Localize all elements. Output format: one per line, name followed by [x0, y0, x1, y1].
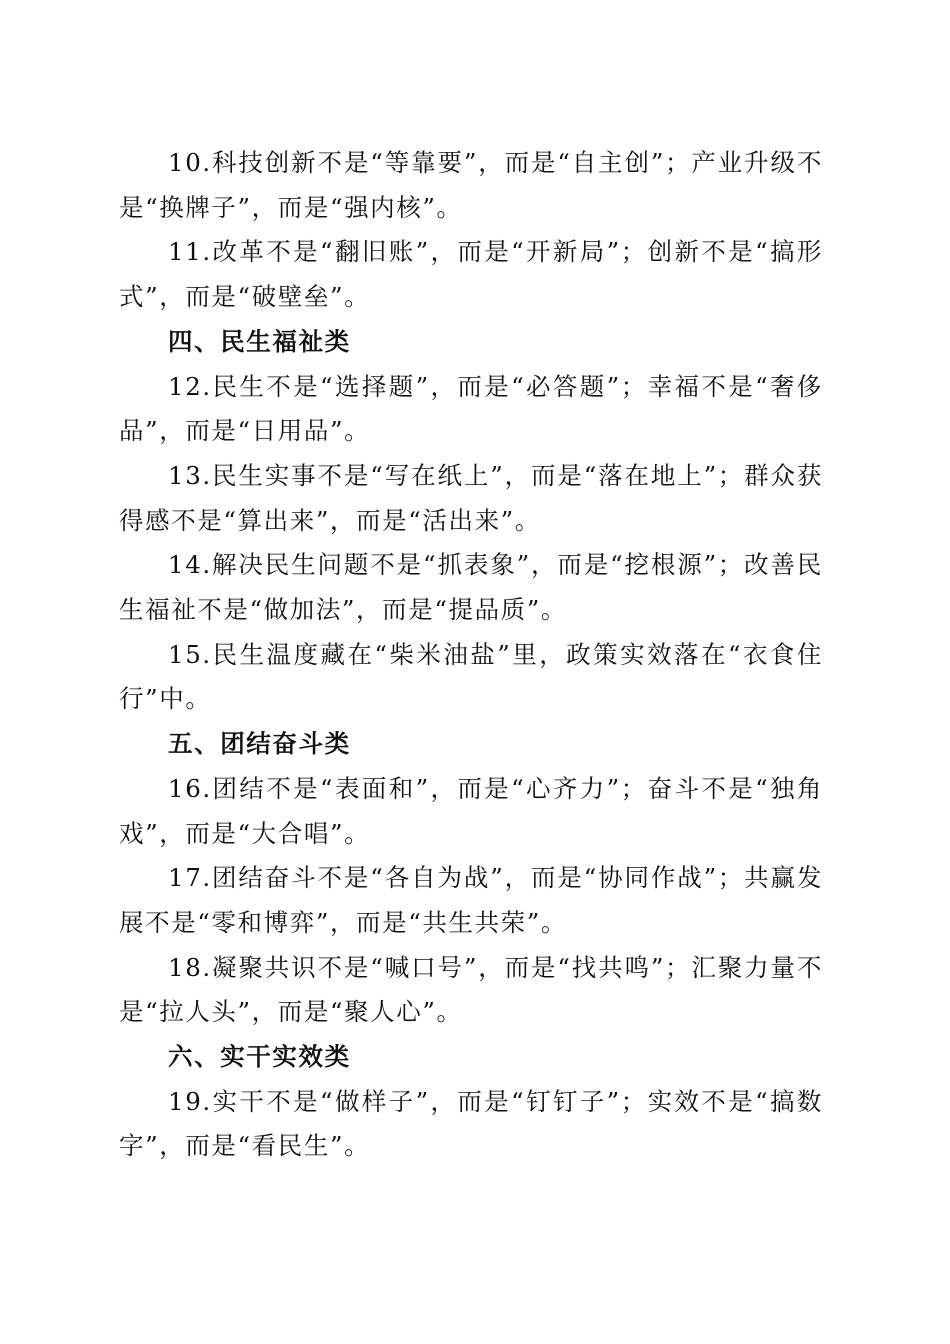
- paragraph-item-14: 14.解决民生问题不是“抓表象”，而是“挖根源”；改善民生福祉不是“做加法”，而是“提品质”。: [119, 550, 823, 625]
- paragraph-item-15: 15.民生温度藏在“柴米油盐”里，政策实效落在“衣食住行”中。: [119, 639, 823, 714]
- paragraph-item-11: 11.改革不是“翻旧账”，而是“开新局”；创新不是“搞形式”，而是“破壁垒”。: [119, 237, 823, 312]
- paragraph-item-16: 16.团结不是“表面和”，而是“心齐力”；奋斗不是“独角戏”，而是“大合唱”。: [119, 773, 823, 848]
- paragraph-item-19: 19.实干不是“做样子”，而是“钉钉子”；实效不是“搞数字”，而是“看民生”。: [119, 1086, 823, 1161]
- paragraph-item-13: 13.民生实事不是“写在纸上”，而是“落在地上”；群众获得感不是“算出来”，而是“活出来”。: [119, 460, 823, 535]
- paragraph-item-10: 10.科技创新不是“等靠要”，而是“自主创”；产业升级不是“换牌子”，而是“强内核”。: [119, 148, 823, 222]
- document-body: [119, 141, 823, 1169]
- section-heading-tuanjie: 五、团结奋斗类: [168, 729, 351, 759]
- section-heading-shigan: 六、实干实效类: [168, 1042, 351, 1072]
- section-heading-minsheng: 四、民生福祉类: [168, 326, 351, 356]
- paragraph-item-17: 17.团结奋斗不是“各自为战”，而是“协同作战”；共赢发展不是“零和博弈”，而是“共生共荣”。: [119, 863, 823, 937]
- paragraph-item-12: 12.民生不是“选择题”，而是“必答题”；幸福不是“奢侈品”，而是“日用品”。: [119, 371, 823, 446]
- paragraph-item-18: 18.凝聚共识不是“喊口号”，而是“找共鸣”；汇聚力量不是“拉人头”，而是“聚人心”。: [119, 952, 823, 1027]
